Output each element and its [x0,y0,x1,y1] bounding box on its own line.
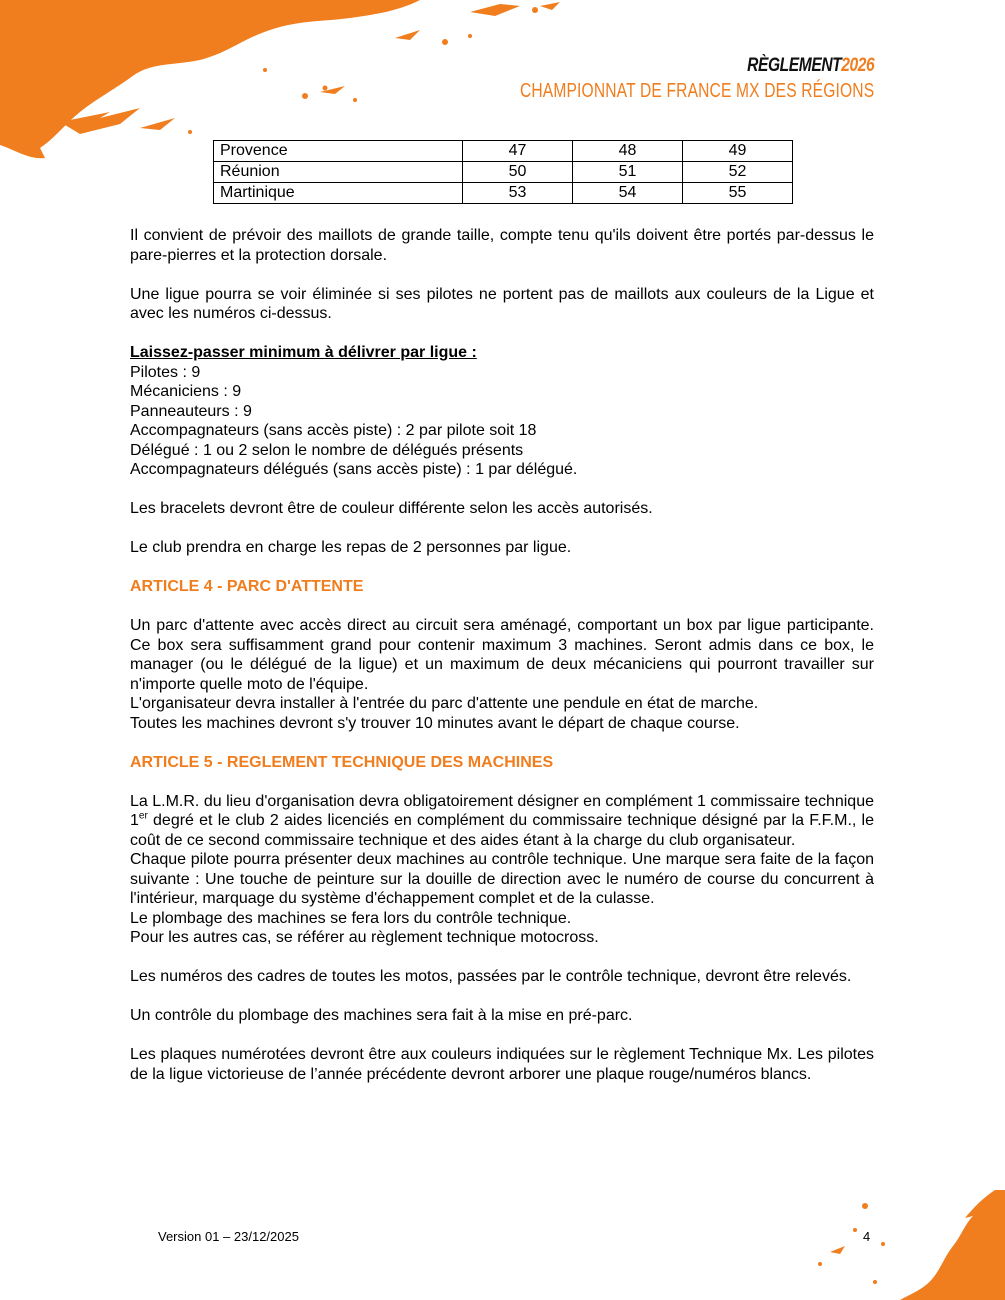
document-body [130,226,874,1104]
passes-item: Accompagnateurs (sans accès piste) : 2 par pilote soit 18 [130,422,537,439]
passes-item: Mécaniciens : 9 [130,383,242,400]
header-title-word: RÈGLEMENT [746,55,841,76]
header-subtitle: CHAMPIONNAT DE FRANCE MX DES RÉGIONS [519,80,874,102]
text-fragment: La L.M.R. du lieu d'organisation devra obligatoirement désigner en complément 1 commissaire technique 1 [130,792,874,829]
number-cell: 53 [463,183,573,204]
paragraph: Pour les autres cas, se référer au règlement technique motocross. [130,929,599,946]
number-cell: 51 [573,162,683,183]
table-row [214,162,793,183]
paragraph: Le club prendra en charge les repas de 2 personnes par ligue. [130,539,572,556]
number-cell: 52 [683,162,793,183]
paragraph: Il convient de prévoir des maillots de grande taille, compte tenu qu'ils doivent être portés par-dessus le pare-pierres et la protection dorsale. [130,227,874,264]
paragraph: Les plaques numérotées devront être aux couleurs indiquées sur le règlement Technique Mx. Les pilotes de la ligue victorieuse de l’année précédente devront arborer une plaque rouge/numéros blancs. [130,1046,874,1083]
number-cell: 49 [683,141,793,162]
article-4-body [130,616,874,733]
header-title-year: 2026 [840,55,874,76]
passes-item: Panneauteurs : 9 [130,402,252,420]
passes-item: Accompagnateurs délégués (sans accès piste) : 1 par délégué. [130,461,578,478]
passes-item: Pilotes : 9 [130,363,201,381]
paragraph: Les numéros des cadres de toutes les motos, passées par le contrôle technique, devront être relevés. [130,968,852,985]
table-row [214,141,793,162]
article-4-heading: ARTICLE 4 - PARC D'ATTENTE [130,578,364,595]
superscript: er [138,810,148,822]
page-number: 4 [863,1229,871,1244]
passes-item: Délégué : 1 ou 2 selon le nombre de délégués présents [130,441,524,459]
paragraph: Le plombage des machines se fera lors du contrôle technique. [130,909,572,927]
number-cell: 50 [463,162,573,183]
text-fragment: degré et le club 2 aides licenciés en complément du commissaire technique désigné par la F.F.M., le coût de ce second commissaire technique et des aides étant à la charge du club organisateur. [130,812,874,849]
orange-corner-splash-decoration [805,1190,1005,1300]
paragraph [130,792,874,851]
article-5-body [130,792,874,948]
paragraph: Une ligue pourra se voir éliminée si ses pilotes ne portent pas de maillots aux couleurs de la Ligue et avec les numéros ci-dessus. [130,285,874,322]
passes-title: Laissez-passer minimum à délivrer par ligue : [130,344,477,361]
paragraph: Les bracelets devront être de couleur différente selon les accès autorisés. [130,500,653,517]
document-header [420,56,874,101]
table-row [214,183,793,204]
number-cell: 54 [573,183,683,204]
league-name-cell: Martinique [214,183,463,204]
league-name-cell: Réunion [214,162,463,183]
paragraph: Un contrôle du plombage des machines sera fait à la mise en pré-parc. [130,1007,633,1024]
paragraph: L'organisateur devra installer à l'entrée du parc d'attente une pendule en état de marche. [130,695,759,712]
passes-section [130,343,874,480]
number-cell: 48 [573,141,683,162]
number-cell: 47 [463,141,573,162]
paragraph: Toutes les machines devront s'y trouver 10 minutes avant le départ de chaque course. [130,714,740,732]
paragraph: Un parc d'attente avec accès direct au circuit sera aménagé, comportant un box par ligue participante. Ce box sera suffisamment grand pour contenir maximum 3 machines. Seront admis dans ce box, le manager (ou le délégué de la ligue) et un maximum de deux mécaniciens qui pourront travailler sur n'importe quelle moto de l'équipe. [130,617,874,693]
paragraph: Chaque pilote pourra présenter deux machines au contrôle technique. Une marque sera faite de la façon suivante : Une touche de peinture sur la douille de direction avec le numéro de course du concurrent à l'intérieur, marquage du système d'échappement complet et de la culasse. [130,851,874,907]
league-numbers-table [213,140,793,204]
version-label: Version 01 – 23/12/2025 [158,1229,299,1244]
league-name-cell: Provence [214,141,463,162]
article-5-heading: ARTICLE 5 - REGLEMENT TECHNIQUE DES MACHINES [130,753,554,771]
number-cell: 55 [683,183,793,204]
header-title [501,56,874,75]
